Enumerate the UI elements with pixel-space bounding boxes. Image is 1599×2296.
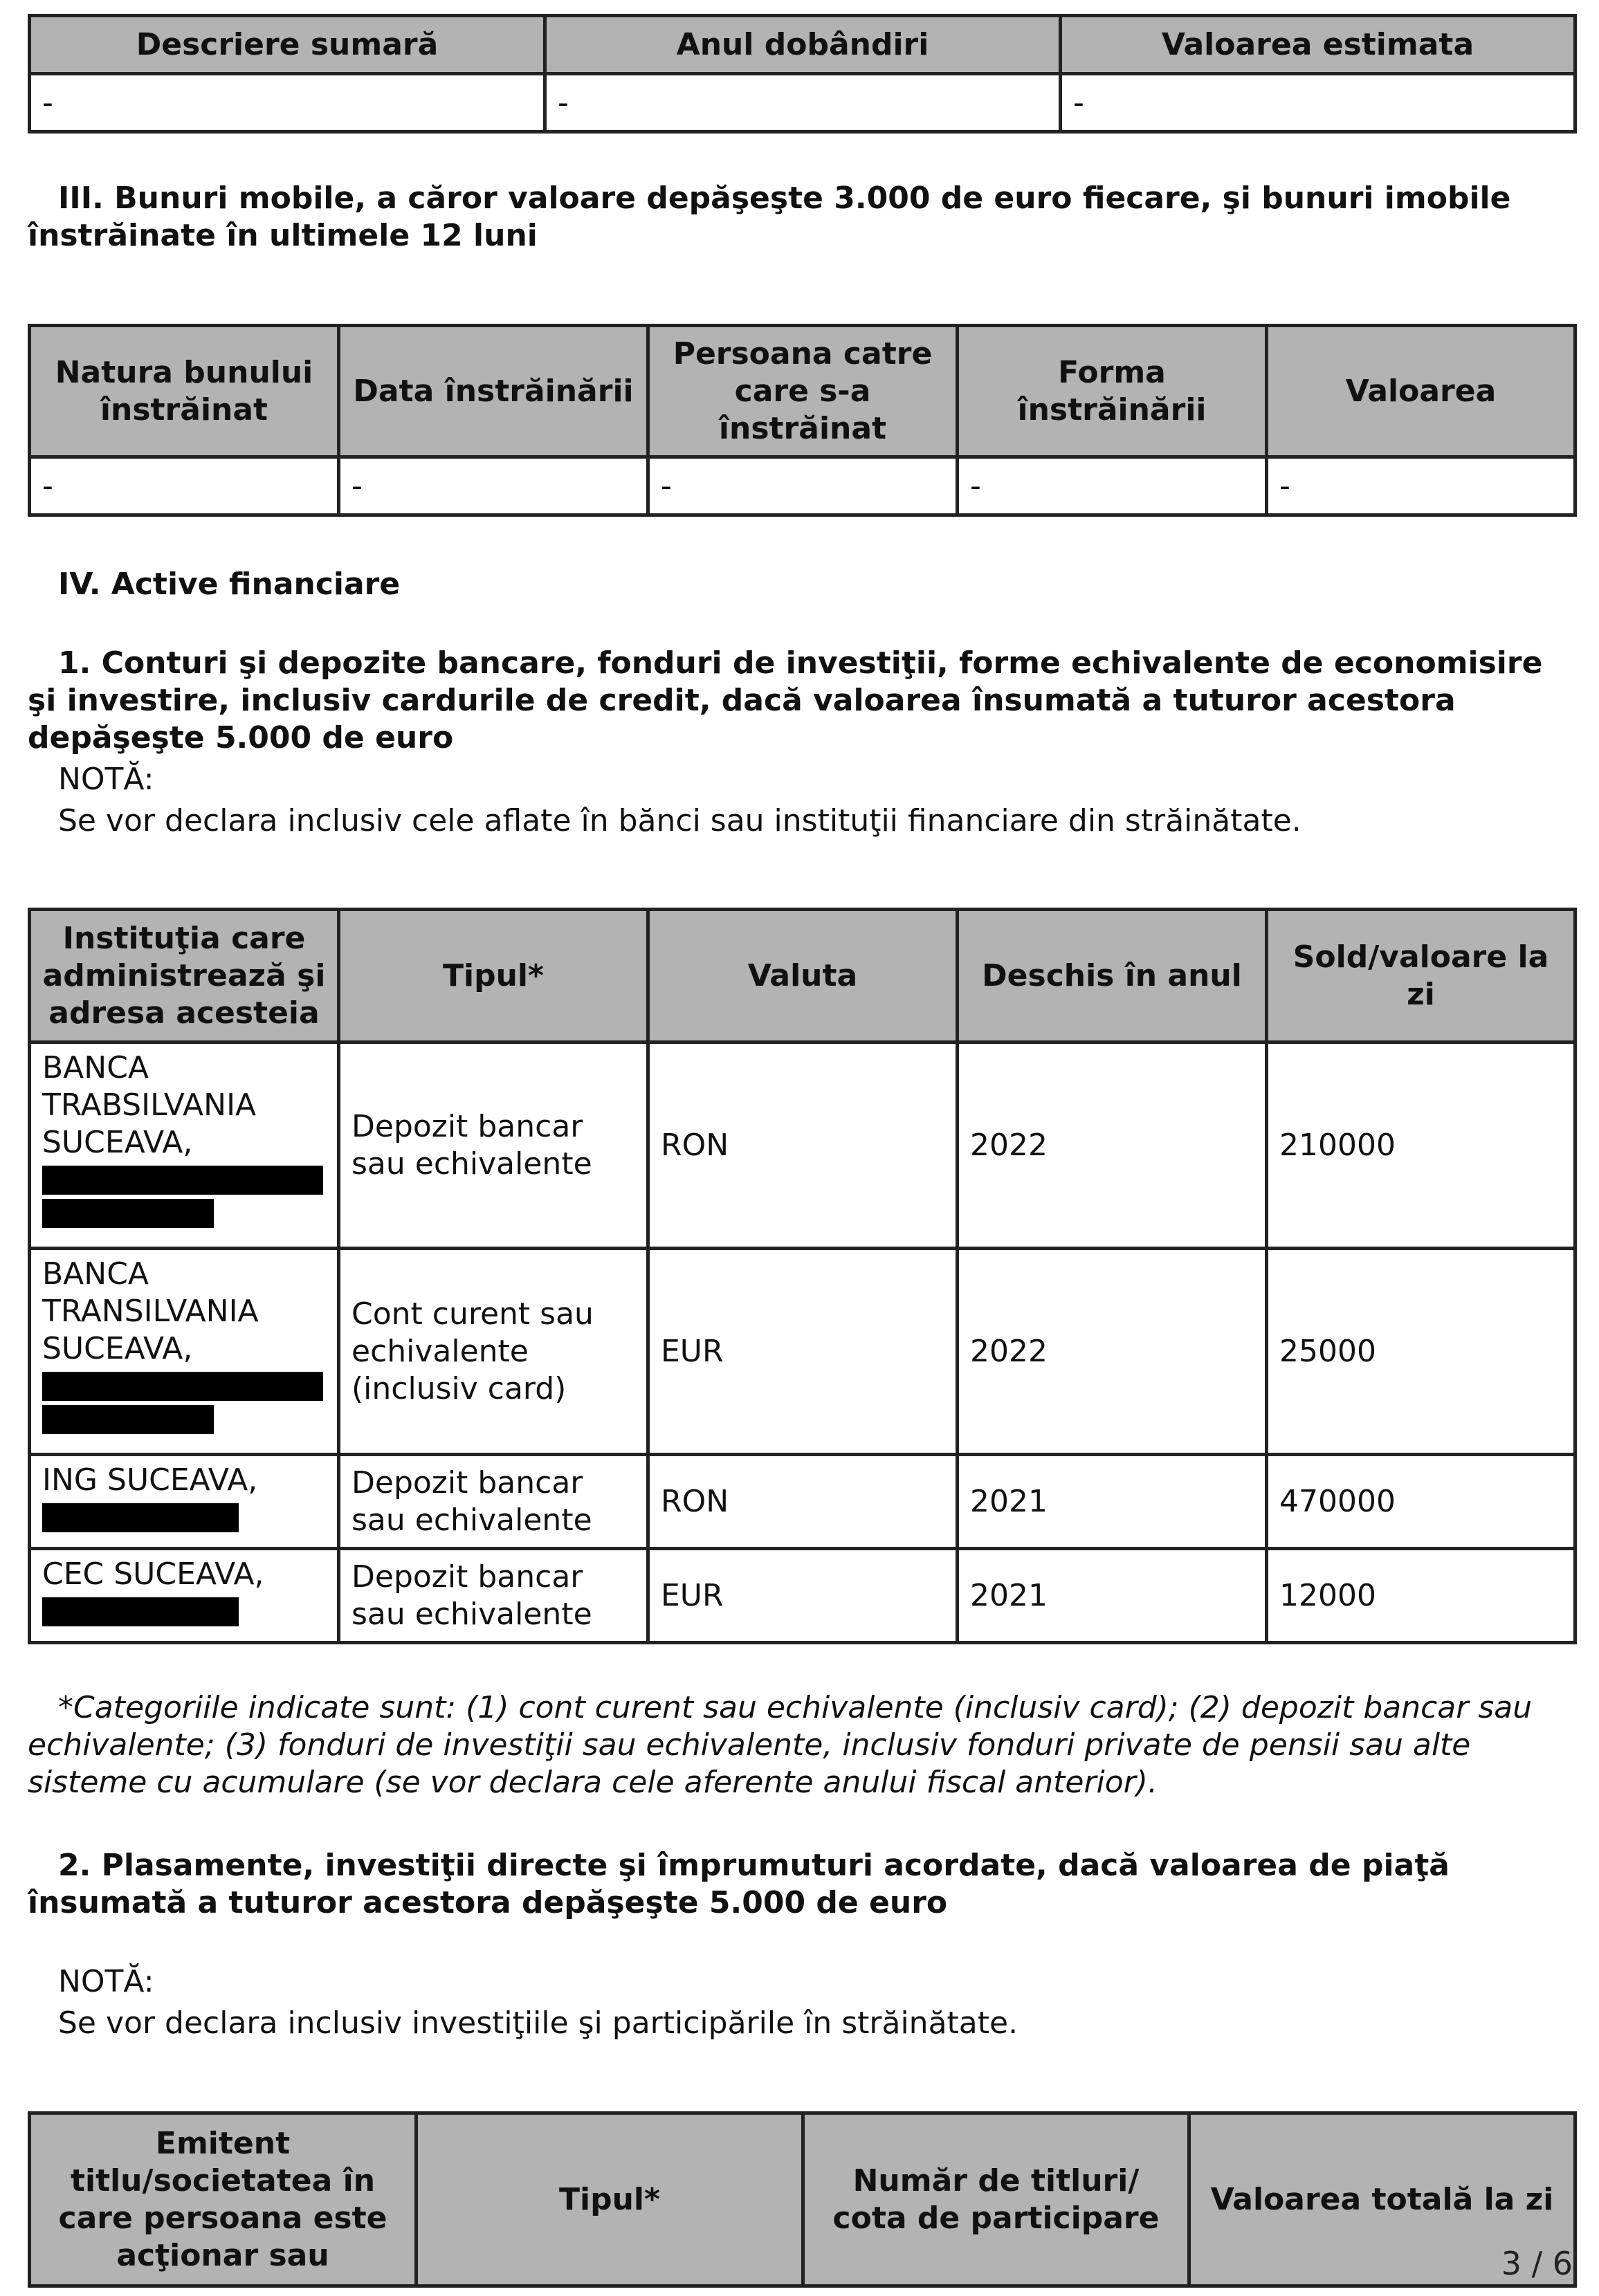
header-cell: Emitent titlu/societatea în care persoana este acţionar sau: [30, 2113, 417, 2286]
table-cell: -: [1061, 74, 1575, 132]
table-cell: -: [30, 74, 545, 132]
footnote: *Categoriile indicate sunt: (1) cont curent sau echivalente (inclusiv card); (2) depozit bancar sau echivalente; (3) fonduri de investiţii sau echivalente, inclusiv fonduri private de pensii sau alte sisteme cu acumulare (se vor declara cele aferente anului fiscal anterior).: [28, 1690, 1533, 1800]
table-alienated-goods: [28, 324, 1577, 517]
table-cell: -: [1267, 457, 1575, 515]
type-cell: Cont curent sau echivalente (inclusiv card): [339, 1249, 648, 1455]
header-cell: Valoarea totală la zi: [1189, 2113, 1575, 2286]
note-text: Se vor declara inclusiv cele aflate în bănci sau instituţii financiare din străinătate.: [58, 803, 1301, 838]
table-investments: [28, 2111, 1577, 2288]
redacted-address-bar: [42, 1503, 239, 1532]
year-cell: 2022: [958, 1043, 1267, 1249]
table-header-row: [30, 2113, 1575, 2286]
table-header-row: [30, 326, 1575, 457]
balance-cell: 25000: [1267, 1249, 1575, 1455]
page-number: 3 / 6: [1501, 2245, 1573, 2282]
note-label: NOTĂ:: [58, 762, 154, 797]
header-cell: Deschis în anul: [958, 910, 1267, 1043]
header-cell: Tipul*: [417, 2113, 803, 2286]
table-row: [30, 1249, 1575, 1455]
redacted-address-bar: [42, 1166, 323, 1195]
type-cell: Depozit bancar sau echivalente: [339, 1043, 648, 1249]
header-cell: Natura bunului înstrăinat: [30, 326, 339, 457]
institution-name: ING SUCEAVA,: [42, 1462, 258, 1498]
table-row: [30, 1043, 1575, 1249]
type-cell: Depozit bancar sau echivalente: [339, 1455, 648, 1549]
year-cell: 2021: [958, 1549, 1267, 1643]
table-header-row: [30, 910, 1575, 1043]
table-header-row: [30, 16, 1575, 74]
table-row: [30, 1455, 1575, 1549]
header-cell: Număr de titluri/ cota de participare: [803, 2113, 1189, 2286]
header-cell: Valuta: [648, 910, 958, 1043]
header-cell: Tipul*: [339, 910, 648, 1043]
redacted-address-bar: [42, 1199, 214, 1228]
table-row: [30, 457, 1575, 515]
year-cell: 2022: [958, 1249, 1267, 1455]
header-cell: Sold/valoare la zi: [1267, 910, 1575, 1043]
institution-cell: [30, 1455, 339, 1549]
redacted-address-bar: [42, 1372, 323, 1401]
table-cell: -: [958, 457, 1267, 515]
balance-cell: 12000: [1267, 1549, 1575, 1643]
header-cell: Forma înstrăinării: [958, 326, 1267, 457]
header-cell: Valoarea estimata: [1061, 16, 1575, 74]
header-cell: Data înstrăinării: [339, 326, 648, 457]
table-row: [30, 1549, 1575, 1643]
note-label: NOTĂ:: [58, 1964, 154, 1999]
header-cell: Instituţia care administrează şi adresa acesteia: [30, 910, 339, 1043]
table-cell: -: [30, 457, 339, 515]
table-cell: -: [545, 74, 1061, 132]
header-cell: Descriere sumară: [30, 16, 545, 74]
table-assets-summary: [28, 14, 1577, 134]
institution-name: BANCA TRABSILVANIA SUCEAVA,: [42, 1050, 257, 1160]
currency-cell: EUR: [648, 1249, 958, 1455]
balance-cell: 210000: [1267, 1043, 1575, 1249]
currency-cell: RON: [648, 1455, 958, 1549]
institution-cell: [30, 1549, 339, 1643]
section-heading: IV. Active financiare: [58, 567, 401, 602]
header-cell: Anul dobândiri: [545, 16, 1061, 74]
table-cell: -: [648, 457, 958, 515]
currency-cell: RON: [648, 1043, 958, 1249]
type-cell: Depozit bancar sau echivalente: [339, 1549, 648, 1643]
balance-cell: 470000: [1267, 1455, 1575, 1549]
header-cell: Valoarea: [1267, 326, 1575, 457]
redacted-address-bar: [42, 1405, 214, 1434]
note-text: Se vor declara inclusiv investiţiile şi participările în străinătate.: [58, 2005, 1018, 2041]
table-row: [30, 74, 1575, 132]
year-cell: 2021: [958, 1455, 1267, 1549]
header-cell: Persoana catre care s-a înstrăinat: [648, 326, 958, 457]
subsection-heading: 2. Plasamente, investiţii directe şi împrumuturi acordate, dacă valoarea de piaţă însumată a tuturor acestora depăşeşte 5.000 de euro: [28, 1848, 1450, 1920]
section-heading: III. Bunuri mobile, a căror valoare depăşeşte 3.000 de euro fiecare, şi bunuri imobile înstrăinate în ultimele 12 luni: [28, 181, 1511, 253]
table-bank-accounts: [28, 908, 1577, 1644]
institution-cell: [30, 1249, 339, 1455]
table-cell: -: [339, 457, 648, 515]
redacted-address-bar: [42, 1597, 239, 1626]
institution-cell: [30, 1043, 339, 1249]
institution-name: BANCA TRANSILVANIA SUCEAVA,: [42, 1256, 259, 1366]
subsection-heading: 1. Conturi şi depozite bancare, fonduri de investiţii, forme echivalente de economisire şi investire, inclusiv cardurile de credit, dacă valoarea însumată a tuturor acestora depăşeşte 5.000 de euro: [28, 645, 1543, 755]
currency-cell: EUR: [648, 1549, 958, 1643]
institution-name: CEC SUCEAVA,: [42, 1556, 264, 1592]
